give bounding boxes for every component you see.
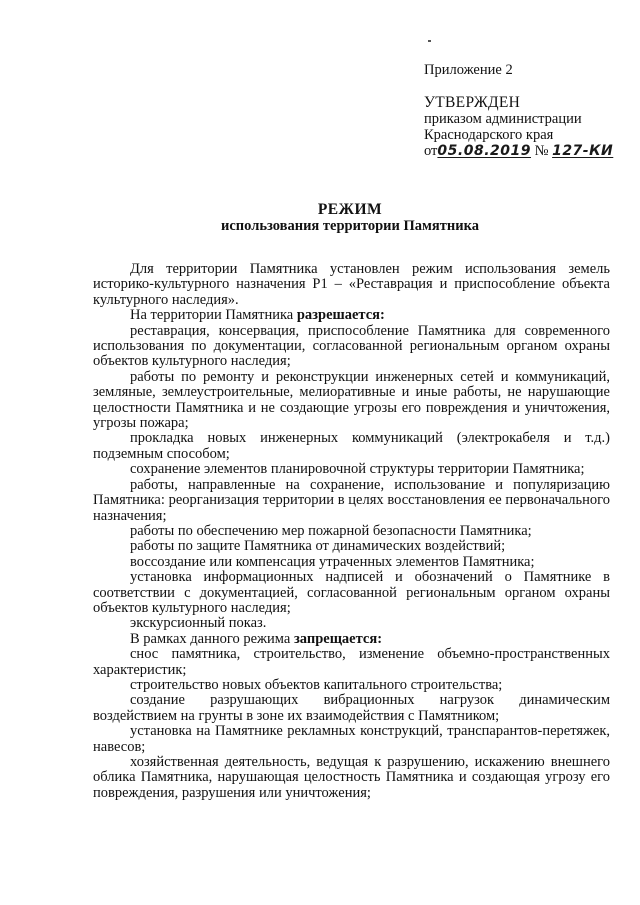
forbidden-item: создание разрушающих вибрационных нагрузок динамическим воздействием на грунты в зоне их взаимодействия с Памятником; [93, 692, 610, 724]
approval-block [424, 62, 624, 159]
number-prefix: № [534, 143, 549, 159]
allowed-item: воссоздание или компенсация утраченных элементов Памятника; [130, 553, 535, 570]
approved-by-line-2: Краснодарского края [424, 127, 554, 143]
order-number: 127-КИ [552, 143, 614, 159]
forbidden-item: хозяйственная деятельность, ведущая к разрушению, искажению внешнего облика Памятника, нарушающая целостность Памятника и создающая угрозу его повреждения, разрушения или уничтожения; [93, 754, 610, 801]
allowed-word: разрешается: [296, 307, 385, 324]
forbidden-item: снос памятника, строительство, изменение объемно-пространственных характеристик; [93, 646, 610, 678]
order-date-number-line [424, 143, 624, 159]
allowed-item: прокладка новых инженерных коммуникаций (электрокабеля и т.д.) подземным способом; [93, 430, 610, 462]
approved-label: УТВЕРЖДЕН [424, 94, 521, 111]
allowed-item: работы по обеспечению мер пожарной безопасности Памятника; [130, 522, 532, 539]
approved-by-line-1: приказом администрации [424, 111, 582, 127]
date-prefix: от [424, 143, 438, 159]
allowed-item: работы, направленные на сохранение, использование и популяризацию Памятника: реорганизация территории в целях восстановления ее первоначального назначения; [93, 476, 610, 524]
allowed-item: реставрация, консервация, приспособление Памятника для современного использования по документации, согласованной региональным органом охраны объектов культурного наследия; [93, 322, 610, 370]
allowed-item: экскурсионный показ. [130, 615, 267, 632]
allowed-item: работы по защите Памятника от динамических воздействий; [130, 538, 506, 555]
title-line-2: использования территории Памятника [221, 218, 479, 234]
forbidden-item: строительство новых объектов капитального строительства; [130, 676, 503, 693]
scan-speck [428, 40, 431, 42]
document-title [0, 201, 640, 235]
appendix-label: Приложение 2 [424, 62, 513, 78]
title-line-1: РЕЖИМ [317, 201, 383, 218]
order-date: 05.08.2019 [437, 143, 531, 159]
allowed-item: работы по ремонту и реконструкции инженерных сетей и коммуникаций, земляные, землеустроительные, мелиоративные и иные работы, не нарушающие целостности Памятника и не создающие угрозы его повреждения и уничтожения, угрозы пожара; [93, 368, 610, 432]
forbidden-word: запрещается: [293, 630, 383, 647]
allowed-lead: На территории Памятника [130, 307, 294, 324]
document-body [93, 262, 610, 801]
forbidden-item: установка на Памятнике рекламных конструкций, транспарантов-перетяжек, навесов; [93, 723, 610, 755]
allowed-heading [93, 308, 610, 323]
intro-paragraph: Для территории Памятника установлен режим использования земель историко-культурного назначения Р1 – «Реставрация и приспособление объекта культурного наследия». [93, 261, 610, 308]
forbidden-heading [93, 632, 610, 647]
forbidden-lead: В рамках данного режима [130, 630, 291, 647]
allowed-item: сохранение элементов планировочной структуры территории Памятника; [130, 461, 585, 478]
allowed-item: установка информационных надписей и обозначений о Памятнике в соответствии с документацией, согласованной региональным органом охраны объектов культурного наследия; [93, 569, 610, 616]
